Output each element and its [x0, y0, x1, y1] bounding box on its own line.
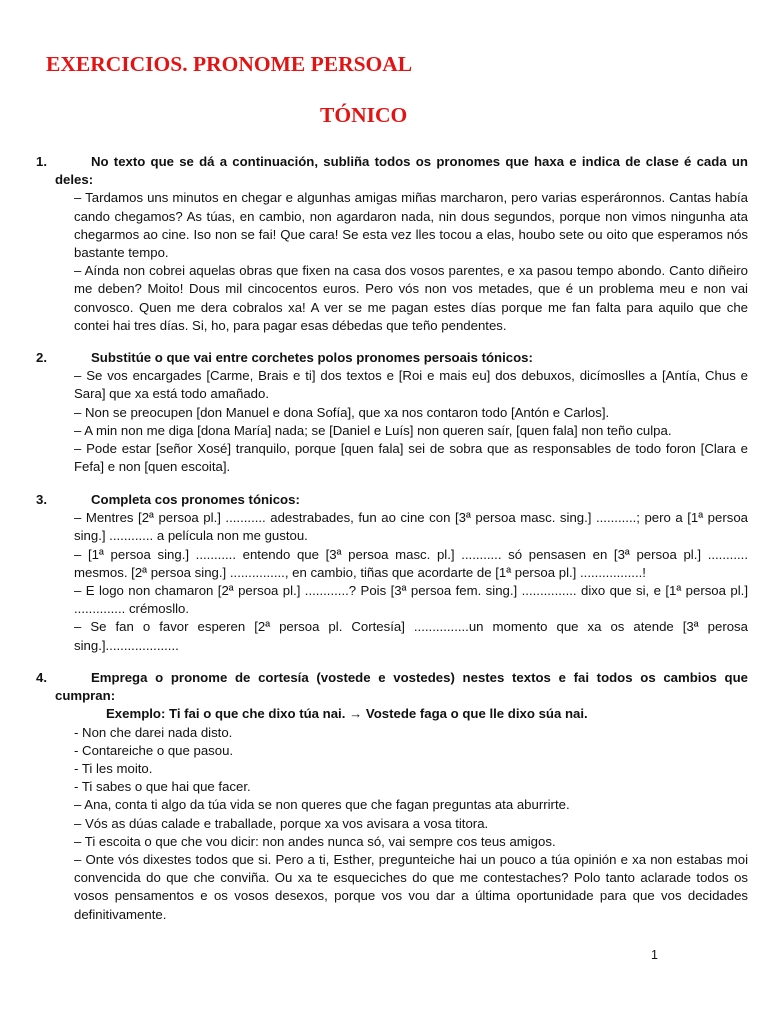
text-paragraph: – A min non me diga [dona María] nada; se [Daniel e Luís] non queren saír, [quen fala] non teño culpa.: [74, 422, 672, 438]
exercise-instruction: Completa cos pronomes tónicos:: [91, 492, 300, 507]
exercise-number: 1.: [36, 154, 47, 169]
text-paragraph: – Se vos encargades [Carme, Brais e ti] dos textos e [Roi e mais eu] dos debuxos, dicímoslles a [Antía, Chus e Sara] que xa está todo amañado.: [74, 368, 748, 402]
example-sentence: Exemplo: Ti fai o que che dixo túa nai. → Vostede faga o que lle dixo súa nai.: [106, 706, 588, 722]
text-paragraph: - Ti sabes o que hai que facer.: [74, 779, 251, 795]
exercise-number: 4.: [36, 670, 47, 685]
text-paragraph: – Mentres [2ª persoa pl.] ........... adestrabades, fun ao cine con [3ª persoa masc. sing.] ...........; pero a [1ª persoa sing.] ............ a película non me gustou.: [74, 510, 748, 544]
text-paragraph: – Onte vós dixestes todos que si. Pero a ti, Esther, pregunteiche hai un pouco a túa opinión e xa non estabas moi convencida do que che conviña. Ou xa te esqueciches do que me contestaches? Polo tanto aclarade todos os vosos pensamentos e os vosos desexos, porque vos vou dar a última oportunidade para que vos decidades definitivamente.: [74, 852, 748, 922]
exercise-number: 3.: [36, 492, 47, 507]
text-paragraph: – Ana, conta ti algo da túa vida se non queres que che fagan preguntas ata aburrirte.: [74, 797, 570, 813]
text-paragraph: - Ti les moito.: [74, 761, 153, 777]
text-paragraph: - Contareiche o que pasou.: [74, 742, 234, 758]
page-title: EXERCICIOS. PRONOME PERSOAL: [46, 52, 413, 76]
exercise-instruction: Emprega o pronome de cortesía (vostede e vostedes) nestes textos e fai todos os cambios que cumpran:: [55, 670, 748, 704]
exercise-2: [0, 349, 768, 476]
page-subtitle: TÓNICO: [320, 103, 408, 127]
text-paragraph: – Ti escoita o que che vou dicir: non andes nunca só, vai sempre cos teus amigos.: [74, 833, 556, 849]
text-paragraph: – Tardamos uns minutos en chegar e algunhas amigas miñas marcharon, pero varias esperáronnos. Cantas había cando chegamos? As túas, en cambio, non agardaron nada, nin dous segundos, porque non vimos ningunha ata chegarmos ao cine. Iso non se fai! Que cara! Se esta vez lles tocou a elas, houbo sete ou oito que esperamos nós bastante tempo.: [74, 190, 748, 261]
text-paragraph: – Non se preocupen [don Manuel e dona Sofía], que xa nos contaron todo [Antón e Carlos].: [74, 404, 610, 420]
exercise-body: [74, 724, 748, 924]
text-paragraph: – Aínda non cobrei aquelas obras que fixen na casa dos vosos parentes, e xa pasou tempo abondo. Canto diñeiro me deben? Moito! Dous mil cincocentos euros. Pero vós non vos metades, que é un problema meu e non vai convosco. Quen me dera cobralos xa! A ver se me pagan estes días porque me fan falta para aquilo que che contei hai tres días. Si, ho, para pagar esas débedas que teño pendentes.: [74, 263, 748, 333]
text-paragraph: – Se fan o favor esperen [2ª persoa pl. Cortesía] ...............un momento que xa os atende [3ª perosa sing.]....................: [74, 619, 748, 653]
exercise-instruction: Substitúe o que vai entre corchetes polos pronomes persoais tónicos:: [91, 350, 533, 365]
exercise-instruction: No texto que se dá a continuación, subliña todos os pronomes que haxa e indica de clase é cada un deles:: [55, 154, 748, 188]
text-paragraph: - Non che darei nada disto.: [74, 724, 233, 740]
text-paragraph: – [1ª persoa sing.] ........... entendo que [3ª persoa masc. pl.] ........... só pensasen en [3ª persoa pl.] ........... mesmos. [2ª persoa sing.] ..............., en cambio, tiñas que acordarte de [1ª persoa pl.] .................!: [74, 546, 748, 580]
text-paragraph: – Vós as dúas calade e traballade, porque xa vos avisara a vosa titora.: [74, 815, 489, 831]
exercise-body: [74, 367, 748, 476]
exercise-1: [0, 153, 768, 335]
exercise-body: [74, 509, 748, 655]
exercise-number: 2.: [36, 350, 47, 365]
page-number: 1: [651, 948, 658, 962]
exercise-4: [0, 669, 768, 924]
exercise-3: [0, 491, 768, 655]
text-paragraph: – Pode estar [señor Xosé] tranquilo, porque [quen fala] sei de sobra que as responsables de todo foron [Clara e Fefa] e non [quen escoita].: [74, 441, 748, 475]
exercise-body: [74, 189, 748, 335]
text-paragraph: – E logo non chamaron [2ª persoa pl.] ............? Pois [3ª persoa fem. sing.] ............... dixo que si, e [1ª persoa pl.] .............. crémosllo.: [74, 583, 748, 617]
